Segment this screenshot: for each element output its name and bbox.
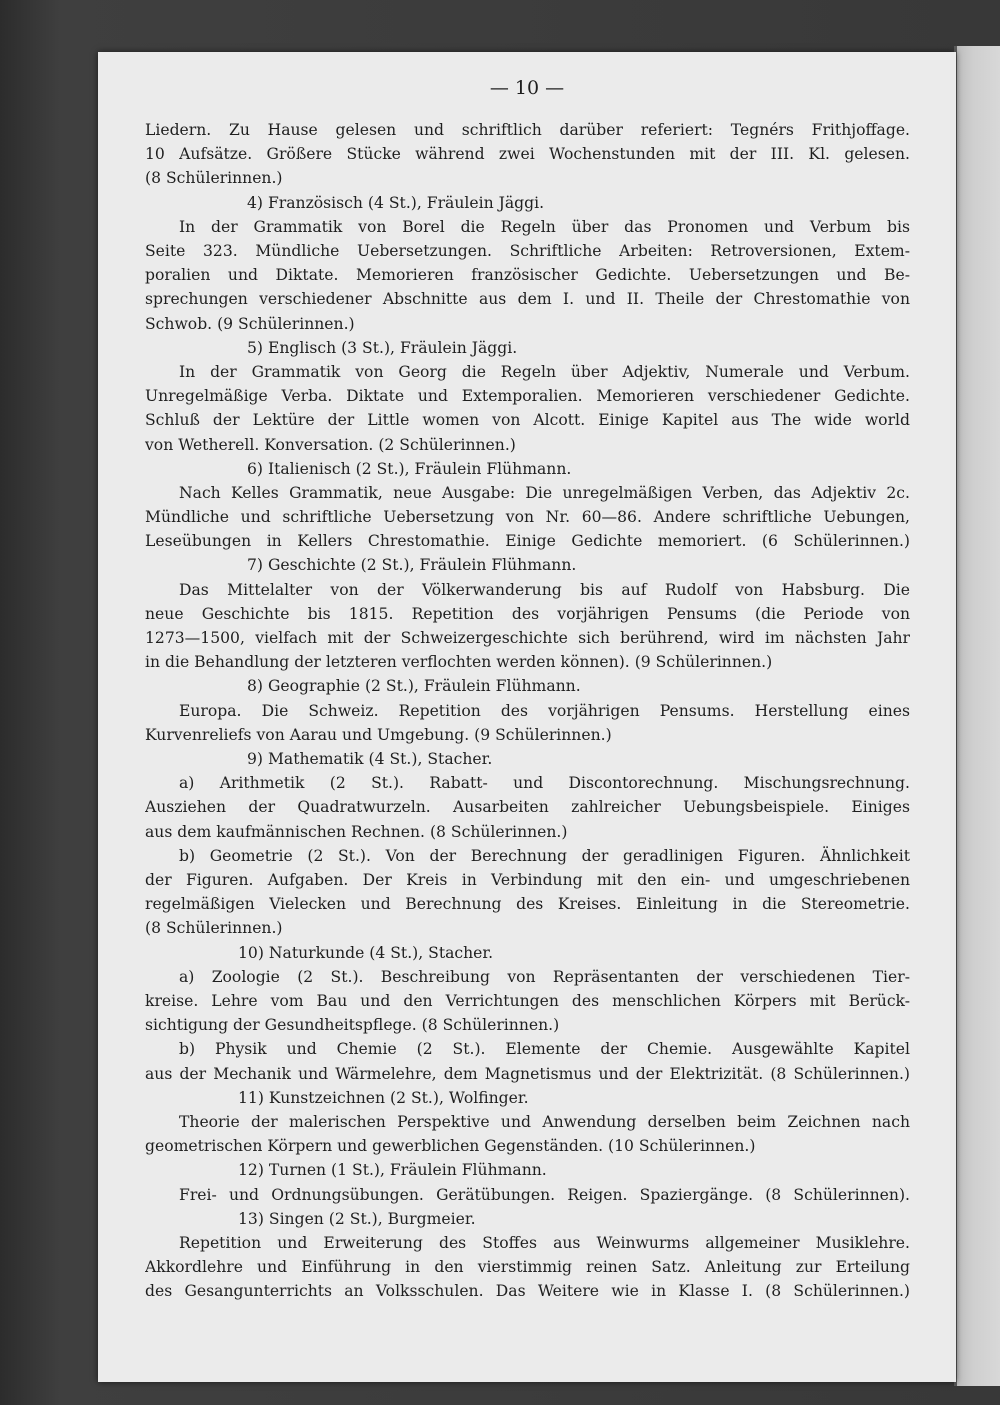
text-line: Europa. Die Schweiz. Repetition des vorjährigen Pensums. Herstellung eines xyxy=(179,701,910,720)
text-line: Schluß der Lektüre der Little women von Alcott. Einige Kapitel aus The wide world xyxy=(145,411,910,430)
text-line: Theorie der malerischen Perspektive und Anwendung derselben beim Zeichnen nach xyxy=(179,1112,910,1131)
document-page xyxy=(98,52,956,1382)
text-line: Mündliche und schriftliche Uebersetzung von Nr. 60—86. Andere schriftliche Uebungen, xyxy=(145,508,910,527)
text-line: a) Arithmetik (2 St.). Rabatt- und Discontorechnung. Mischungsrechnung. xyxy=(179,774,910,793)
text-line: kreise. Lehre vom Bau und den Verrichtungen des menschlichen Körpers mit Berück- xyxy=(145,991,910,1010)
text-line: von Wetherell. Konversation. (2 Schülerinnen.) xyxy=(145,435,516,454)
body-text xyxy=(145,118,910,1303)
page-number: — 10 — xyxy=(489,77,565,99)
text-line: In der Grammatik von Georg die Regeln über Adjektiv, Numerale und Verbum. xyxy=(179,362,910,381)
text-line: 7) Geschichte (2 St.), Fräulein Flühmann. xyxy=(247,556,577,575)
text-line: 12) Turnen (1 St.), Fräulein Flühmann. xyxy=(238,1161,547,1180)
text-line: b) Geometrie (2 St.). Von der Berechnung der geradlinigen Figuren. Ähnlichkeit xyxy=(179,846,910,865)
text-line: 10) Naturkunde (4 St.), Stacher. xyxy=(238,943,494,962)
text-line: Nach Kelles Grammatik, neue Ausgabe: Die unregelmäßigen Verben, das Adjektiv 2c. xyxy=(179,483,910,502)
text-line: Unregelmäßige Verba. Diktate und Extemporalien. Memorieren verschiedener Gedichte. xyxy=(145,387,910,406)
text-line: geometrischen Körpern und gewerblichen Gegenständen. (10 Schülerinnen.) xyxy=(145,1137,756,1156)
text-line: 10 Aufsätze. Größere Stücke während zwei Wochenstunden mit der III. Kl. gelesen. xyxy=(145,145,910,164)
text-line: Ausziehen der Quadratwurzeln. Ausarbeiten zahlreicher Uebungsbeispiele. Einiges xyxy=(145,798,910,817)
text-line: des Gesangunterrichts an Volksschulen. Das Weitere wie in Klasse I. (8 Schülerinnen.) xyxy=(145,1282,910,1301)
text-line: der Figuren. Aufgaben. Der Kreis in Verbindung mit den ein- und umgeschriebenen xyxy=(145,871,910,889)
text-line: in die Behandlung der letzteren verflochten werden können). (9 Schülerinnen.) xyxy=(145,653,773,672)
text-line: Liedern. Zu Hause gelesen und schriftlich darüber referiert: Tegnérs Frithjoffage. xyxy=(145,121,910,139)
text-line: Schwob. (9 Schülerinnen.) xyxy=(145,314,355,333)
text-line: 9) Mathematik (4 St.), Stacher. xyxy=(247,750,493,769)
text-line: regelmäßigen Vielecken und Berechnung des Kreises. Einleitung in die Stereometrie. xyxy=(145,895,910,914)
text-line: 6) Italienisch (2 St.), Fräulein Flühmann. xyxy=(247,459,572,478)
text-line: sprechungen verschiedener Abschnitte aus dem I. und II. Theile der Chrestomathie von xyxy=(145,290,910,309)
text-line: sichtigung der Gesundheitspflege. (8 Schülerinnen.) xyxy=(145,1016,560,1035)
text-line: Leseübungen in Kellers Chrestomathie. Einige Gedichte memoriert. (6 Schülerinnen.) xyxy=(145,532,910,551)
text-line: (8 Schülerinnen.) xyxy=(145,919,283,938)
text-line: (8 Schülerinnen.) xyxy=(145,169,283,188)
text-line: In der Grammatik von Borel die Regeln über das Pronomen und Verbum bis xyxy=(179,217,910,236)
text-line: 8) Geographie (2 St.), Fräulein Flühmann. xyxy=(247,677,581,696)
text-line: 1273—1500, vielfach mit der Schweizergeschichte sich berührend, wird im nächsten Jahr xyxy=(145,629,910,648)
text-line: neue Geschichte bis 1815. Repetition des vorjährigen Pensums (die Periode von xyxy=(145,604,910,623)
text-line: Frei- und Ordnungsübungen. Gerätübungen. Reigen. Spaziergänge. (8 Schülerinnen). xyxy=(179,1185,910,1204)
text-line: Kurvenreliefs von Aarau und Umgebung. (9 Schülerinnen.) xyxy=(145,725,612,744)
text-line: Seite 323. Mündliche Uebersetzungen. Schriftliche Arbeiten: Retroversionen, Extem- xyxy=(145,241,910,260)
text-line: b) Physik und Chemie (2 St.). Elemente der Chemie. Ausgewählte Kapitel xyxy=(179,1040,910,1059)
text-line: a) Zoologie (2 St.). Beschreibung von Repräsentanten der verschiedenen Tier- xyxy=(179,967,910,986)
text-line: Repetition und Erweiterung des Stoffes aus Weinwurms allgemeiner Musiklehre. xyxy=(179,1233,910,1252)
text-line: poralien und Diktate. Memorieren französischer Gedichte. Uebersetzungen und Be- xyxy=(145,266,910,285)
text-line: 4) Französisch (4 St.), Fräulein Jäggi. xyxy=(247,193,545,212)
text-line: 11) Kunstzeichnen (2 St.), Wolfinger. xyxy=(238,1088,529,1107)
text-line: Das Mittelalter von der Völkerwanderung bis auf Rudolf von Habsburg. Die xyxy=(179,580,910,599)
adjacent-page-edge xyxy=(956,46,1000,1386)
text-line: Akkordlehre und Einführung in den vierstimmig reinen Satz. Anleitung zur Erteilung xyxy=(145,1258,910,1277)
text-line: 13) Singen (2 St.), Burgmeier. xyxy=(238,1209,476,1228)
text-line: aus der Mechanik und Wärmelehre, dem Magnetismus und der Elektrizität. (8 Schülerinnen.) xyxy=(145,1064,910,1083)
text-line: aus dem kaufmännischen Rechnen. (8 Schülerinnen.) xyxy=(145,822,568,841)
text-line: 5) Englisch (3 St.), Fräulein Jäggi. xyxy=(247,338,518,357)
